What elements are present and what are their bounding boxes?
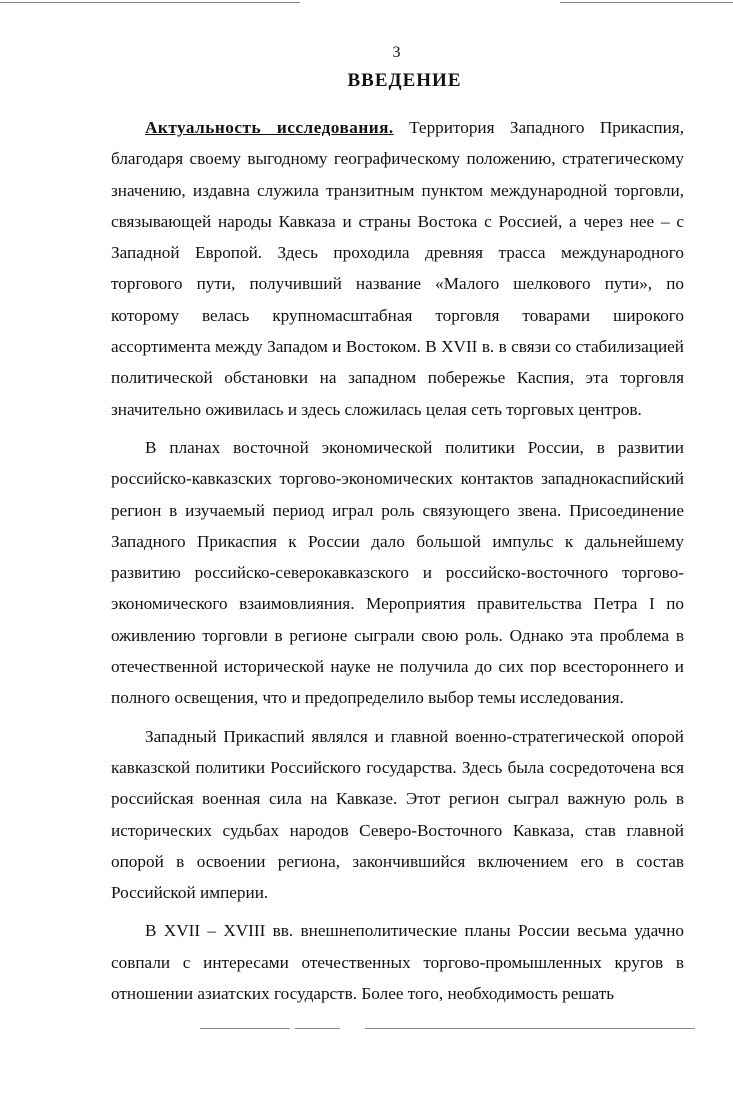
paragraph-eastern-policy	[111, 432, 684, 714]
scan-edge-bottom-right	[365, 1028, 695, 1029]
paragraph-text: Западный Прикаспий являлся и главной военно-стратегической опорой кавказской политики Российского государства. Здесь была сосредоточена вся российская военная сила на Кавказе. Этот регион сыграл важную роль в исторических судьбах народов Северо-Восточного Кавказа, став главной опорой в освоении региона, закончившийся включением его в состав Российской империи.	[111, 726, 684, 903]
paragraph-text: Территория Западного Прикаспия, благодаря своему выгодному географическому положению, стратегическому значению, издавна служила транзитным пунктом международной торговли, связывающей народы Кавказа и страны Востока с Россией, а через нее – с Западной Европой. Здесь проходила древняя трасса международного торгового пути, получивший название «Малого шелкового пути», по которому велась крупномасштабная торговля товарами широкого ассортимента между Западом и Востоком. В XVII в. в связи со стабилизацией политической обстановки на западном побережье Каспия, эта торговля значительно оживилась и здесь сложилась целая сеть торговых центров.	[111, 118, 684, 419]
scan-edge-bottom-mid	[295, 1028, 340, 1029]
page-title: ВВЕДЕНИЕ	[347, 70, 462, 91]
scan-edge-bottom-left	[200, 1028, 290, 1029]
paragraph-text: В планах восточной экономической политики России, в развитии российско-кавказских торгово-экономических контактов западнокаспийский регион в изучаемый период играл роль связующего звена. Присоединение Западного Прикаспия к России дало большой импульс к дальнейшему развитию российско-северокавказского и российско-восточного торгово-экономического взаимовлияния. Мероприятия правительства Петра I по оживлению торговли в регионе сыграли свою роль. Однако эта проблема в отечественной исторической науке не получила до сих пор всестороннего и полного освещения, что и предопределило выбор темы исследования.	[111, 437, 684, 708]
paragraph-text: В XVII – XVIII вв. внешнеполитические планы России весьма удачно совпали с интересами отечественных торгово-промышленных кругов в отношении азиатских государств. Более того, необходимость решать	[111, 921, 684, 1004]
paragraph-foreign-policy	[111, 915, 684, 1009]
paragraph-military-strategy	[111, 721, 684, 909]
paragraph-relevance	[111, 112, 684, 425]
page-number: 3	[392, 44, 401, 61]
scan-edge-top-right	[560, 2, 733, 3]
relevance-heading: Актуальность исследования.	[145, 118, 394, 137]
scan-edge-top-left	[0, 2, 300, 3]
document-body	[111, 112, 684, 1016]
